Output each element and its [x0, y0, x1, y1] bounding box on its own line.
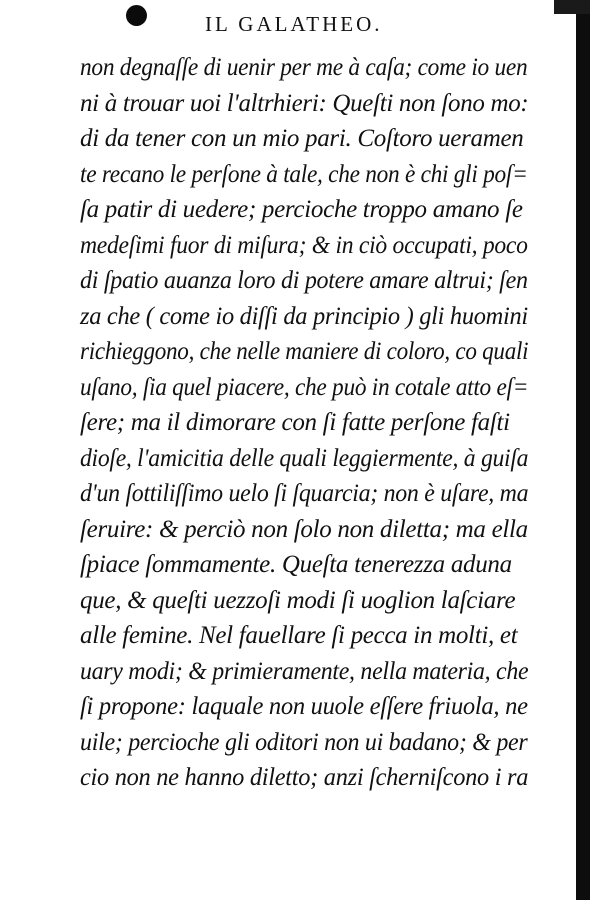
- text-line: ſere; ma il dimorare con ſi fatte perſone faſti: [80, 409, 510, 436]
- text-line: uile; percioche gli oditori non ui badano; & per: [80, 728, 528, 756]
- text-line: cio non ne hanno diletto; anzi ſcherniſcono i ra: [80, 764, 529, 791]
- text-line: ſeruire: & perciò non ſolo non diletta; ma ella: [80, 515, 528, 543]
- text-line: ſpiace ſommamente. Queſta tenerezza aduna: [80, 551, 512, 578]
- text-line: non degnaſſe di uenir per me à caſa; come io uen: [80, 54, 528, 81]
- text-line: que, & queſti uezzoſi modi ſi uoglion laſciare: [80, 586, 516, 614]
- text-line: za che ( come io diſſi da principio ) gli huomini: [80, 302, 528, 330]
- text-line: ſi propone: laquale non uuole eſſere friuola, ne: [80, 693, 528, 720]
- text-line: uary modi; & primieramente, nella materia, che: [80, 657, 529, 685]
- text-line: di da tener con un mio pari. Coſtoro ueramen: [80, 125, 524, 152]
- text-line: ſa patir di uedere; percioche troppo amano ſe: [80, 196, 523, 223]
- text-line: uſano, ſia quel piacere, che può in cotale atto eſ=: [80, 373, 529, 401]
- text-line: ni à trouar uoi l'altrhieri: Queſti non ſono mo:: [80, 89, 529, 117]
- body-text: [80, 50, 529, 796]
- running-title: IL GALATHEO.: [205, 12, 383, 36]
- page-edge-shadow: [576, 0, 590, 900]
- text-line: te recano le perſone à tale, che non è chi gli poſ=: [80, 160, 528, 188]
- text-line: richieggono, che nelle maniere di coloro, co quali: [80, 338, 529, 365]
- text-line: dioſe, l'amicitia delle quali leggiermente, à guiſa: [80, 444, 529, 472]
- text-line: d'un ſottiliſſimo uelo ſi ſquarcia; non è uſare, ma: [80, 480, 529, 507]
- text-line: di ſpatio auanza loro di potere amare altrui; ſen: [80, 267, 528, 294]
- text-line: alle femine. Nel fauellare ſi pecca in molti, et: [80, 622, 518, 649]
- text-line: medeſimi fuor di miſura; & in ciò occupati, poco: [80, 231, 528, 259]
- ink-blot: [126, 5, 147, 26]
- page-corner-shadow: [554, 0, 590, 14]
